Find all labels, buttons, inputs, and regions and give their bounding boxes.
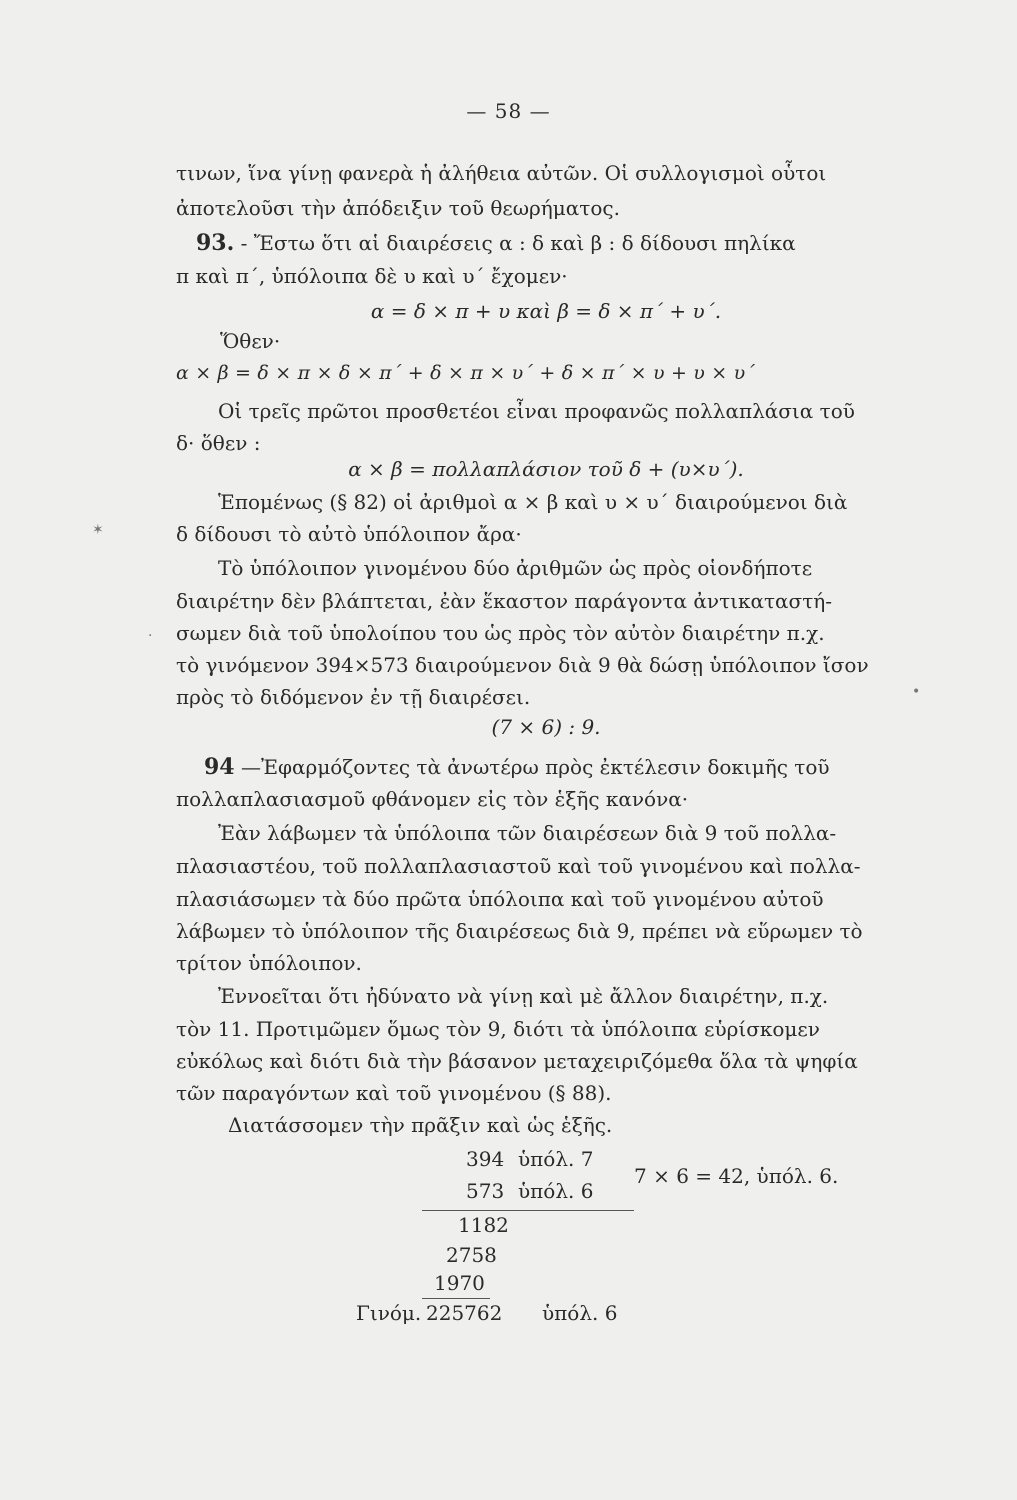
formula: α × β = πολλαπλάσιον τοῦ δ + (υ×υ΄). xyxy=(348,457,744,481)
text-line: Οἱ τρεῖς πρῶτοι προσθετέοι εἶναι προφανῶς πολλαπλάσια τοῦ xyxy=(218,399,855,423)
calc-rule xyxy=(422,1298,490,1299)
text-line: πλασιαστέου, τοῦ πολλαπλασιαστοῦ καὶ τοῦ γινομένου καὶ πολλα- xyxy=(176,854,861,878)
formula: α × β = δ × π × δ × π΄ + δ × π × υ΄ + δ × π΄ × υ + υ × υ΄ xyxy=(176,362,756,384)
calc-remainder-2: ὑπόλ. 6 xyxy=(518,1179,594,1203)
text-line: πλασιάσωμεν τὰ δύο πρῶτα ὑπόλοιπα καὶ τοῦ γινομένου αὐτοῦ xyxy=(176,887,824,911)
text-line: Τὸ ὑπόλοιπον γινομένου δύο ἀριθμῶν ὡς πρὸς οἱονδήποτε xyxy=(218,556,813,580)
section-number: 94 xyxy=(204,754,235,780)
text-line: τὸ γινόμενον 394×573 διαιρούμενον διὰ 9 θὰ δώσῃ ὑπόλοιπον ἴσον xyxy=(176,653,869,677)
calc-product-label: Γινόμ. xyxy=(356,1301,422,1325)
formula: (7 × 6) : 9. xyxy=(491,715,601,739)
page-number: — 58 — xyxy=(466,99,551,123)
stray-mark: • xyxy=(912,684,921,700)
calc-partial-3: 1970 xyxy=(434,1271,485,1295)
calc-product-remainder: ὑπόλ. 6 xyxy=(542,1301,618,1325)
calc-partial-1: 1182 xyxy=(458,1213,509,1237)
text-line: δ δίδουσι τὸ αὐτὸ ὑπόλοιπον ἄρα· xyxy=(176,522,522,546)
text-line: πρὸς τὸ διδόμενον ἐν τῇ διαιρέσει. xyxy=(176,685,531,709)
calc-product: 225762 xyxy=(426,1301,503,1325)
text-line: Ὅθεν· xyxy=(220,329,281,353)
text-line: τὸν 11. Προτιμῶμεν ὅμως τὸν 9, διότι τὰ ὑπόλοιπα εὑρίσκομεν xyxy=(176,1017,820,1041)
text-span: —Ἐφαρμόζοντες τὰ ἀνωτέρω πρὸς ἐκτέλεσιν δοκιμῆς τοῦ xyxy=(240,755,830,779)
text-line: Ἐὰν λάβωμεν τὰ ὑπόλοιπα τῶν διαιρέσεων διὰ 9 τοῦ πολλα- xyxy=(218,821,837,845)
text-span: - Ἔστω ὅτι αἱ διαιρέσεις α : δ καὶ β : δ δίδουσι πηλίκα xyxy=(240,231,796,255)
text-line: Ἐννοεῖται ὅτι ἠδύνατο νὰ γίνῃ καὶ μὲ ἄλλον διαιρέτην, π.χ. xyxy=(218,984,829,1008)
formula: α = δ × π + υ καὶ β = δ × π΄ + υ΄. xyxy=(370,299,722,323)
calc-partial-2: 2758 xyxy=(446,1243,497,1267)
text-line: π καὶ π΄, ὑπόλοιπα δὲ υ καὶ υ΄ ἔχομεν· xyxy=(176,264,568,288)
calc-rule xyxy=(422,1210,634,1211)
text-line: τῶν παραγόντων καὶ τοῦ γινομένου (§ 88). xyxy=(176,1081,612,1105)
calc-remainder-1: ὑπόλ. 7 xyxy=(518,1147,594,1171)
text-line: λάβωμεν τὸ ὑπόλοιπον τῆς διαιρέσεως διὰ 9, πρέπει νὰ εὕρωμεν τὸ xyxy=(176,919,863,943)
calc-factor-1: 394 xyxy=(466,1147,505,1171)
text-line: ἀποτελοῦσι τὴν ἀπόδειξιν τοῦ θεωρήματος. xyxy=(176,196,620,220)
stray-mark: · xyxy=(148,628,153,644)
text-line: διαιρέτην δὲν βλάπτεται, ἐὰν ἕκαστον παράγοντα ἀντικαταστή- xyxy=(176,589,833,613)
text-line: τρίτον ὑπόλοιπον. xyxy=(176,951,362,975)
text-line: δ· ὅθεν : xyxy=(176,431,261,455)
section-number: 93. xyxy=(196,230,235,256)
calc-factor-2: 573 xyxy=(466,1179,505,1203)
text-line: σωμεν διὰ τοῦ ὑπολοίπου του ὡς πρὸς τὸν αὐτὸν διαιρέτην π.χ. xyxy=(176,621,825,645)
text-line: εὐκόλως καὶ διότι διὰ τὴν βάσανον μεταχειριζόμεθα ὅλα τὰ ψηφία xyxy=(176,1049,858,1073)
text-line: πολλαπλασιασμοῦ φθάνομεν εἰς τὸν ἑξῆς κανόνα· xyxy=(176,787,689,811)
section-94-line xyxy=(204,754,830,780)
section-93-line xyxy=(196,230,796,256)
calc-side-check: 7 × 6 = 42, ὑπόλ. 6. xyxy=(634,1164,839,1188)
text-line: Ἑπομένως (§ 82) οἱ ἀριθμοὶ α × β καὶ υ × υ΄ διαιρούμενοι διὰ xyxy=(218,490,848,514)
stray-mark: ✶ xyxy=(92,522,104,538)
text-line: τινων, ἵνα γίνῃ φανερὰ ἡ ἀλήθεια αὐτῶν. Οἱ συλλογισμοὶ οὗτοι xyxy=(176,161,827,185)
text-line: Διατάσσομεν τὴν πρᾶξιν καὶ ὡς ἑξῆς. xyxy=(228,1113,613,1137)
